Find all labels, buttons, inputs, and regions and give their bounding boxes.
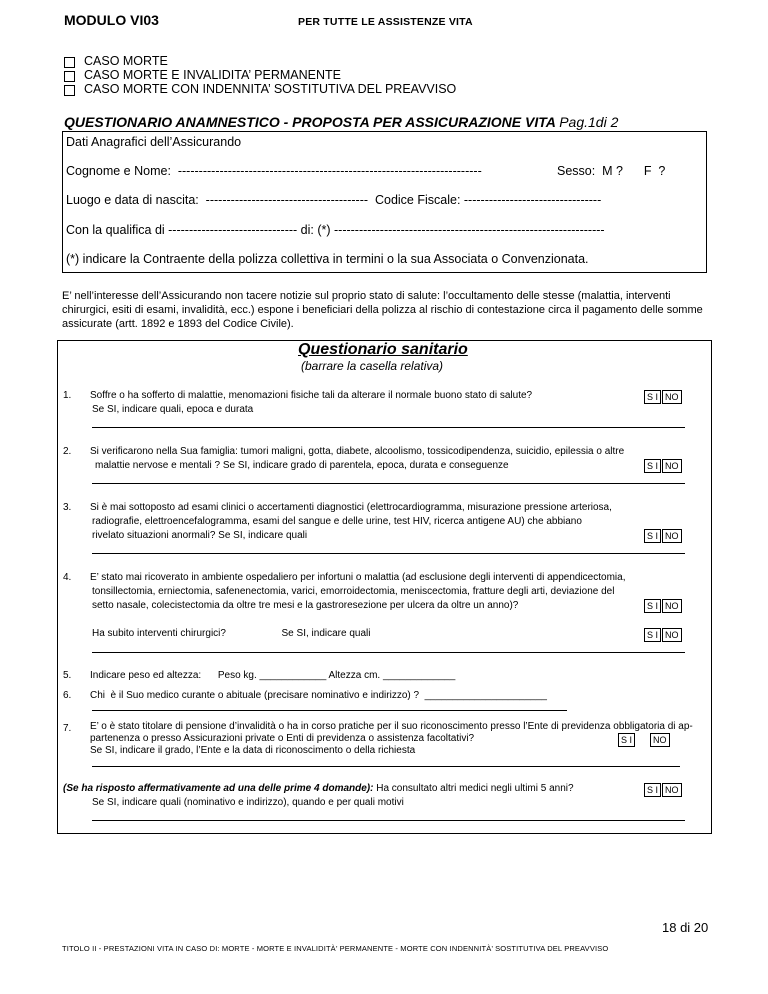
q3-si-no <box>643 529 682 541</box>
declaration-paragraph: E’ nell’interesse dell’Assicurando non tacere notizie sul proprio stato di salute: l’occultamento delle stesse (malattia, interventi chirurgici, esiti di esami, invalidità, ecc.) espone i beneficiari della polizza al rischio di contestazione circa il pagamento delle somme assicurate (artt. 1892 e 1893 del Codice Civile). <box>62 290 703 330</box>
sanitario-subtitle: (barrare la casella relativa) <box>301 359 444 373</box>
q4-si-no <box>643 599 682 611</box>
no-box[interactable]: NO <box>650 733 670 747</box>
question-line: Se SI, indicare quali, epoca e durata <box>92 404 254 415</box>
page-number: 18 di 20 <box>662 920 709 935</box>
si-box[interactable]: S I <box>644 628 661 642</box>
sex-field[interactable]: Sesso: M ? F ? <box>557 164 666 178</box>
birth-fiscal-field[interactable]: Luogo e data di nascita: --------------------------------------- Codice Fiscale: --------------------------------- <box>66 193 602 207</box>
question-number: 5. <box>63 670 72 681</box>
si-box[interactable]: S I <box>644 390 661 404</box>
footer-text: TITOLO II - PRESTAZIONI VITA IN CASO DI: MORTE - MORTE E INVALIDITÀ’ PERMANENTE - MORTE CON INDENNITÀ’ SOSTITUTIVA DEL PREAVVISO <box>62 944 609 953</box>
module-code: MODULO VI03 <box>64 12 159 28</box>
answer-line[interactable] <box>92 483 685 484</box>
answer-line[interactable] <box>92 652 685 653</box>
no-box[interactable]: NO <box>662 599 682 613</box>
question-4-text <box>90 571 625 613</box>
si-box[interactable]: S I <box>618 733 635 747</box>
page-indicator: Pag.1di 2 <box>559 114 619 130</box>
question-6-text[interactable]: Chi è il Suo medico curante o abituale (precisare nominativo e indirizzo) ? ______________________ <box>90 690 547 701</box>
question-line: Si verificarono nella Sua famiglia: tumori maligni, gotta, diabete, alcoolismo, tossicodipendenza, suicidio, epilessia o altre <box>90 446 625 457</box>
q7-si-no <box>617 733 670 745</box>
q2-si-no <box>643 459 682 471</box>
case-morte-checkbox[interactable] <box>64 57 75 68</box>
si-box[interactable]: S I <box>644 459 661 473</box>
final-question-intro: (Se ha risposto affermativamente ad una delle prime 4 domande): <box>63 783 374 794</box>
final-question <box>63 782 574 796</box>
anagrafici-note: (*) indicare la Contraente della polizza collettiva in termini o la sua Associata o Convenzionata. <box>66 252 589 266</box>
si-box[interactable]: S I <box>644 599 661 613</box>
questionnaire-title <box>64 114 618 130</box>
question-number: 1. <box>63 390 72 401</box>
final-question-line2: Se SI, indicare quali (nominativo e indirizzo), quando e per quali motivi <box>92 797 404 808</box>
case-morte-invalidita-checkbox[interactable] <box>64 71 75 82</box>
question-4b-text: Ha subito interventi chirurgici? Se SI, indicare quali <box>92 628 371 639</box>
answer-line[interactable] <box>92 427 685 428</box>
question-number: 3. <box>63 502 72 513</box>
question-line: rivelato situazioni anormali? Se SI, indicare quali <box>92 530 308 541</box>
no-box[interactable]: NO <box>662 628 682 642</box>
case-option-label: CASO MORTE <box>84 54 168 68</box>
no-box[interactable]: NO <box>662 459 682 473</box>
question-5-text[interactable]: Indicare peso ed altezza: Peso kg. ____________ Altezza cm. _____________ <box>90 670 456 681</box>
answer-line[interactable] <box>92 710 567 711</box>
q1-si-no <box>643 390 682 402</box>
no-box[interactable]: NO <box>662 390 682 404</box>
question-3-text <box>90 501 612 543</box>
question-line: partenenza o presso Assicurazioni private o Enti di previdenza o assistenza facoltativi? <box>90 733 475 744</box>
question-line: E’ stato mai ricoverato in ambiente ospedaliero per infortuni o malattia (ad esclusione degli interventi di appendicectomia, <box>90 572 626 583</box>
answer-line[interactable] <box>92 820 685 821</box>
question-number: 6. <box>63 690 72 701</box>
question-number: 4. <box>63 572 72 583</box>
anagrafici-section-title: Dati Anagrafici dell’Assicurando <box>66 135 242 149</box>
final-question-text: Ha consultato altri medici negli ultimi 5 anni? <box>373 783 574 794</box>
question-line: setto nasale, colecistectomia da oltre tre mesi e la gastroresezione per ulcera da oltre un anno)? <box>92 600 519 611</box>
question-line: E’ o è stato titolare di pensione d’invalidità o ha in corso pratiche per il suo riconoscimento presso l’Ente di previdenza obbligatoria di ap- <box>90 721 693 732</box>
final-si-no <box>643 783 682 795</box>
case-option-label: CASO MORTE E INVALIDITA’ PERMANENTE <box>84 68 341 82</box>
answer-line[interactable] <box>92 553 685 554</box>
question-line: malattie nervose e mentali ? Se SI, indicare grado di parentela, epoca, durata e conseguenze <box>95 460 509 471</box>
question-line: Se SI, indicare il grado, l’Ente e la data di riconoscimento o della richiesta <box>90 745 416 756</box>
no-box[interactable]: NO <box>662 529 682 543</box>
si-box[interactable]: S I <box>644 783 661 797</box>
questionnaire-title-text: QUESTIONARIO ANAMNESTICO - PROPOSTA PER ASSICURAZIONE VITA <box>64 114 556 130</box>
question-line: Soffre o ha sofferto di malattie, menomazioni fisiche tali da alterare il normale buono stato di salute? <box>90 390 533 401</box>
sanitario-title: Questionario sanitario <box>298 341 468 358</box>
case-morte-indennita-checkbox[interactable] <box>64 85 75 96</box>
answer-line[interactable] <box>92 766 680 767</box>
question-number: 7. <box>63 723 72 734</box>
question-1-text <box>90 389 532 417</box>
question-7-text <box>90 721 693 757</box>
question-line: tonsillectomia, erniectomia, safenenectomia, varici, emorroidectomia, meniscectomia, fratture degli arti, deviazione del <box>92 586 615 597</box>
qualifica-field[interactable]: Con la qualifica di ------------------------------- di: (*) ----------------------------------------------------------------- <box>66 223 605 237</box>
q4b-si-no <box>643 628 682 640</box>
question-number: 2. <box>63 446 72 457</box>
case-option-label: CASO MORTE CON INDENNITA’ SOSTITUTIVA DEL PREAVVISO <box>84 82 457 96</box>
name-field[interactable]: Cognome e Nome: ------------------------------------------------------------------------- <box>66 164 482 178</box>
header-subtitle: PER TUTTE LE ASSISTENZE VITA <box>298 16 473 28</box>
si-box[interactable]: S I <box>644 529 661 543</box>
question-line: Si è mai sottoposto ad esami clinici o accertamenti diagnostici (elettrocardiogramma, misurazione pressione arteriosa, <box>90 502 612 513</box>
no-box[interactable]: NO <box>662 783 682 797</box>
question-2-text <box>90 445 624 473</box>
question-line: radiografie, elettroencefalogramma, esami del sangue e delle urine, test HIV, ricerca antigene AU) che abbiano <box>92 516 582 527</box>
